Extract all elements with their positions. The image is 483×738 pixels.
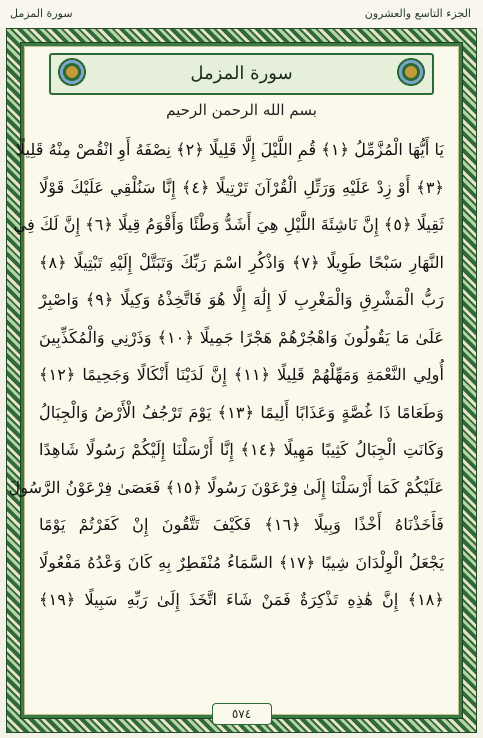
page-area [8,46,459,721]
juz-label: الجزء التاسع والعشرون [364,7,471,20]
verse-line: يَا أَيُّهَا الْمُزَّمِّلُ ﴿١﴾ قُمِ اللَّيْلَ إِلَّا قَلِيلًا ﴿٢﴾ نِصْفَهُ أَوِ انْقُصْ مِنْهُ قَلِيلًا [15,140,444,159]
verse-line: وَكَانَتِ الْجِبَالُ كَثِيبًا مَهِيلًا ﴿١٤﴾ إِنَّا أَرْسَلْنَا إِلَيْكُمْ رَسُولًا شَاهِدًا [39,440,444,459]
verse-line: أُولِي النَّعْمَةِ وَمَهِّلْهُمْ قَلِيلًا ﴿١١﴾ إِنَّ لَدَيْنَا أَنْكَالًا وَجَحِيمًا ﴿١٢﴾ [39,365,444,384]
surah-label: سورة المزمل [10,7,73,20]
verse-line: فَأَخَذْنَاهُ أَخْذًا وَبِيلًا ﴿١٦﴾ فَكَيْفَ تَتَّقُونَ إِنْ كَفَرْتُمْ يَوْمًا [39,515,444,534]
verse-line: ثَقِيلًا ﴿٥﴾ إِنَّ نَاشِئَةَ اللَّيْلِ هِيَ أَشَدُّ وَطْئًا وَأَقْوَمُ قِيلًا ﴿٦﴾ إِنَّ لَكَ فِي [13,215,444,234]
verse-line: عَلَىٰ مَا يَقُولُونَ وَاهْجُرْهُمْ هَجْرًا جَمِيلًا ﴿١٠﴾ وَذَرْنِي وَالْمُكَذِّبِينَ [39,327,445,347]
verse-line: النَّهَارِ سَبْحًا طَوِيلًا ﴿٧﴾ وَاذْكُرِ اسْمَ رَبِّكَ وَتَبَتَّلْ إِلَيْهِ تَبْتِيلًا ﴿٨﴾ [39,252,444,272]
surah-header [49,53,434,95]
top-bar [0,0,483,28]
verse-line: رَبُّ الْمَشْرِقِ وَالْمَغْرِبِ لَا إِلَٰهَ إِلَّا هُوَ فَاتَّخِذْهُ وَكِيلًا ﴿٩﴾ وَاصْبِرْ [39,290,445,309]
frame-inner-border [8,42,463,721]
basmala: بسم الله الرحمن الرحيم [166,101,317,119]
verse-line: عَلَيْكُمْ كَمَا أَرْسَلْنَا إِلَىٰ فِرْعَوْنَ رَسُولًا ﴿١٥﴾ فَعَصَىٰ فِرْعَوْنُ الرَّسُولَ [8,477,444,497]
verse-line: ﴿١٨﴾ إِنَّ هَٰذِهِ تَذْكِرَةٌ فَمَنْ شَاءَ اتَّخَذَ إِلَىٰ رَبِّهِ سَبِيلًا ﴿١٩﴾ [39,590,444,609]
verse-line: ﴿٣﴾ أَوْ زِدْ عَلَيْهِ وَرَتِّلِ الْقُرْآنَ تَرْتِيلًا ﴿٤﴾ إِنَّا سَنُلْقِي عَلَيْكَ قَوْلًا [39,177,445,197]
surah-title: سورة المزمل [190,63,293,84]
verse-line: يَجْعَلُ الْوِلْدَانَ شِيبًا ﴿١٧﴾ السَّمَاءُ مُنْفَطِرٌ بِهِ كَانَ وَعْدُهُ مَفْعُولًا [39,552,444,572]
verse-line: وَطَعَامًا ذَا غُصَّةٍ وَعَذَابًا أَلِيمًا ﴿١٣﴾ يَوْمَ تَرْجُفُ الْأَرْضُ وَالْجِبَالُ [39,402,444,422]
verses-block [8,131,445,619]
page-number: ٥٧٤ [212,703,272,725]
ornamental-frame [6,28,477,733]
